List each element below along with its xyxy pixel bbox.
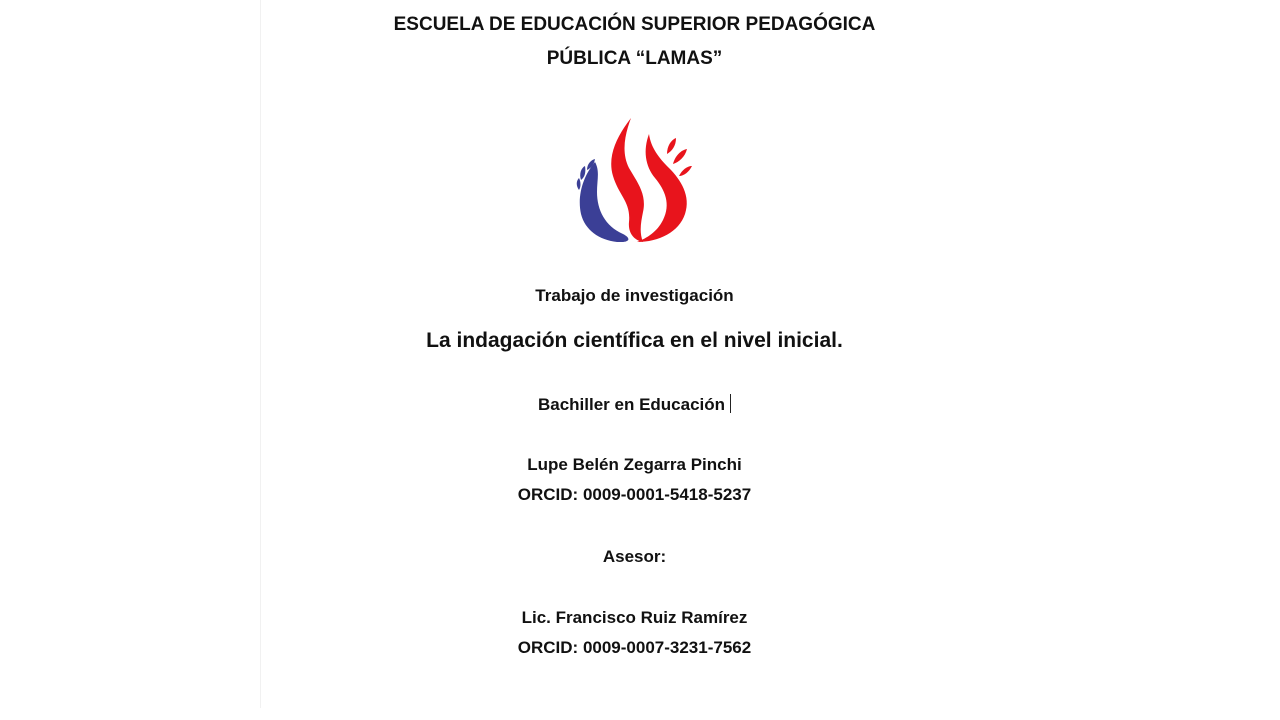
author-orcid: ORCID: 0009-0001-5418-5237 — [517, 485, 752, 504]
document-title: La indagación científica en el nivel inicial. — [426, 329, 843, 352]
degree-line — [0, 394, 1269, 415]
institution-name-line-2: PÚBLICA “LAMAS” — [546, 48, 723, 69]
institution-flame-logo-icon — [575, 116, 693, 242]
institution-name-line-1: ESCUELA DE EDUCACIÓN SUPERIOR PEDAGÓGICA — [393, 14, 876, 35]
advisor-label: Asesor: — [602, 547, 667, 566]
document-type: Trabajo de investigación — [535, 286, 734, 305]
advisor-name: Lic. Francisco Ruiz Ramírez — [521, 608, 748, 627]
page-edge-divider — [260, 0, 261, 708]
advisor-orcid: ORCID: 0009-0007-3231-7562 — [517, 638, 752, 657]
author-name: Lupe Belén Zegarra Pinchi — [527, 455, 742, 474]
degree-text: Bachiller en Educación — [537, 395, 726, 414]
text-cursor — [730, 394, 731, 413]
